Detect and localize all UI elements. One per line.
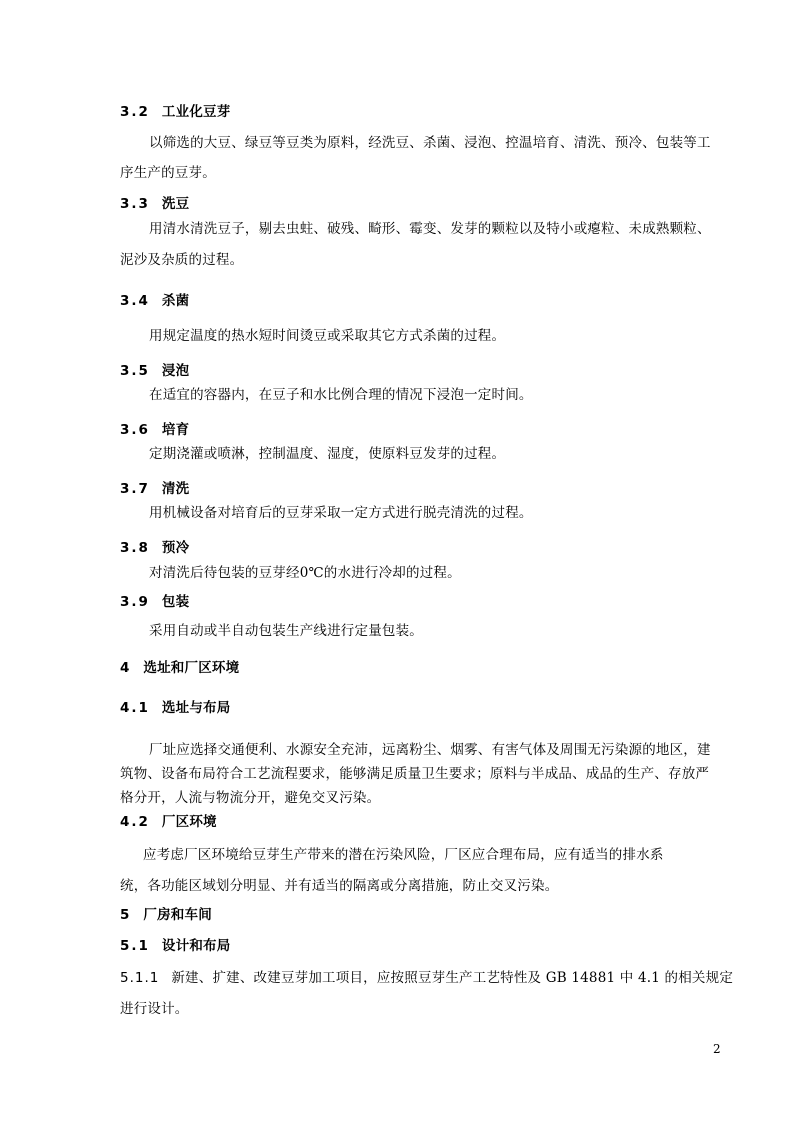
section-number: 3.8 <box>120 540 150 556</box>
section-number: 3.7 <box>120 481 150 497</box>
section-number: 4.2 <box>120 814 150 830</box>
paragraph-line: 序生产的豆芽。 <box>120 165 216 181</box>
section-heading-5 <box>120 906 212 924</box>
section-title: 设计和布局 <box>161 938 231 954</box>
section-heading-4-1 <box>120 699 230 717</box>
section-number: 5.1 <box>120 938 150 954</box>
section-heading-3-4 <box>120 292 189 310</box>
paragraph-line: 格分开，人流与物流分开，避免交叉污染。 <box>120 790 381 806</box>
paragraph-line: 在适宜的容器内，在豆子和水比例合理的情况下浸泡一定时间。 <box>149 387 533 403</box>
section-title: 浸泡 <box>161 363 190 379</box>
paragraph-line: 以筛选的大豆、绿豆等豆类为原料，经洗豆、杀菌、浸泡、控温培育、清洗、预冷、包装等工 <box>149 135 711 151</box>
section-number: 3.2 <box>120 104 150 120</box>
section-number: 3.6 <box>120 422 150 438</box>
section-title: 选址和厂区环境 <box>143 660 240 676</box>
section-title: 厂房和车间 <box>143 907 212 923</box>
section-title: 包装 <box>161 594 190 610</box>
section-title: 选址与布局 <box>161 700 231 716</box>
section-heading-3-3 <box>120 195 189 213</box>
section-number: 4 <box>120 660 132 676</box>
paragraph-line: 泥沙及杂质的过程。 <box>120 252 244 268</box>
paragraph-line: 定期浇灌或喷淋，控制温度、湿度，使原料豆发芽的过程。 <box>149 446 506 462</box>
section-title: 清洗 <box>161 481 190 497</box>
section-heading-3-7 <box>120 480 189 498</box>
section-number: 5 <box>120 907 132 923</box>
section-title: 预冷 <box>161 540 190 556</box>
section-heading-3-5 <box>120 362 189 380</box>
paragraph-line: 统，各功能区域划分明显、并有适当的隔离或分离措施，防止交叉污染。 <box>120 878 559 894</box>
section-heading-3-2 <box>120 103 230 121</box>
section-heading-5-1 <box>120 937 230 955</box>
page-number: 2 <box>713 1042 721 1056</box>
clause-5-1-1 <box>120 969 733 987</box>
paragraph-line: 进行设计。 <box>120 1001 189 1017</box>
paragraph-line: 用清水清洗豆子，剔去虫蛀、破残、畸形、霉变、发芽的颗粒以及特小或瘪粒、未成熟颗粒、 <box>149 221 711 237</box>
section-heading-3-6 <box>120 421 189 439</box>
section-title: 厂区环境 <box>161 814 217 830</box>
section-title: 洗豆 <box>161 196 190 212</box>
section-number: 3.5 <box>120 363 150 379</box>
clause-number: 5.1.1 <box>120 970 160 986</box>
section-number: 3.9 <box>120 594 150 610</box>
section-heading-4-2 <box>120 813 217 831</box>
clause-text: 新建、扩建、改建豆芽加工项目，应按照豆芽生产工艺特性及 GB 14881 中 4.1 的相关规定 <box>171 970 734 986</box>
paragraph-line: 筑物、设备布局符合工艺流程要求，能够满足质量卫生要求；原料与半成品、成品的生产、存放严 <box>120 766 710 782</box>
paragraph-line: 用规定温度的热水短时间烫豆或采取其它方式杀菌的过程。 <box>149 328 506 344</box>
section-heading-3-9 <box>120 593 189 611</box>
paragraph-line: 用机械设备对培育后的豆芽采取一定方式进行脱壳清洗的过程。 <box>149 505 533 521</box>
section-heading-4 <box>120 659 239 677</box>
paragraph-line: 对清洗后待包装的豆芽经0℃的水进行冷却的过程。 <box>149 565 461 581</box>
paragraph-line: 厂址应选择交通便利、水源安全充沛，远离粉尘、烟雾、有害气体及周围无污染源的地区，建 <box>149 742 711 758</box>
section-number: 4.1 <box>120 700 150 716</box>
section-title: 培育 <box>161 422 190 438</box>
section-number: 3.3 <box>120 196 150 212</box>
section-heading-3-8 <box>120 539 189 557</box>
section-title: 工业化豆芽 <box>161 104 231 120</box>
paragraph-line: 采用自动或半自动包装生产线进行定量包装。 <box>149 623 423 639</box>
section-title: 杀菌 <box>161 293 190 309</box>
section-number: 3.4 <box>120 293 150 309</box>
paragraph-line: 应考虑厂区环境给豆芽生产带来的潜在污染风险，厂区应合理布局，应有适当的排水系 <box>143 847 664 863</box>
